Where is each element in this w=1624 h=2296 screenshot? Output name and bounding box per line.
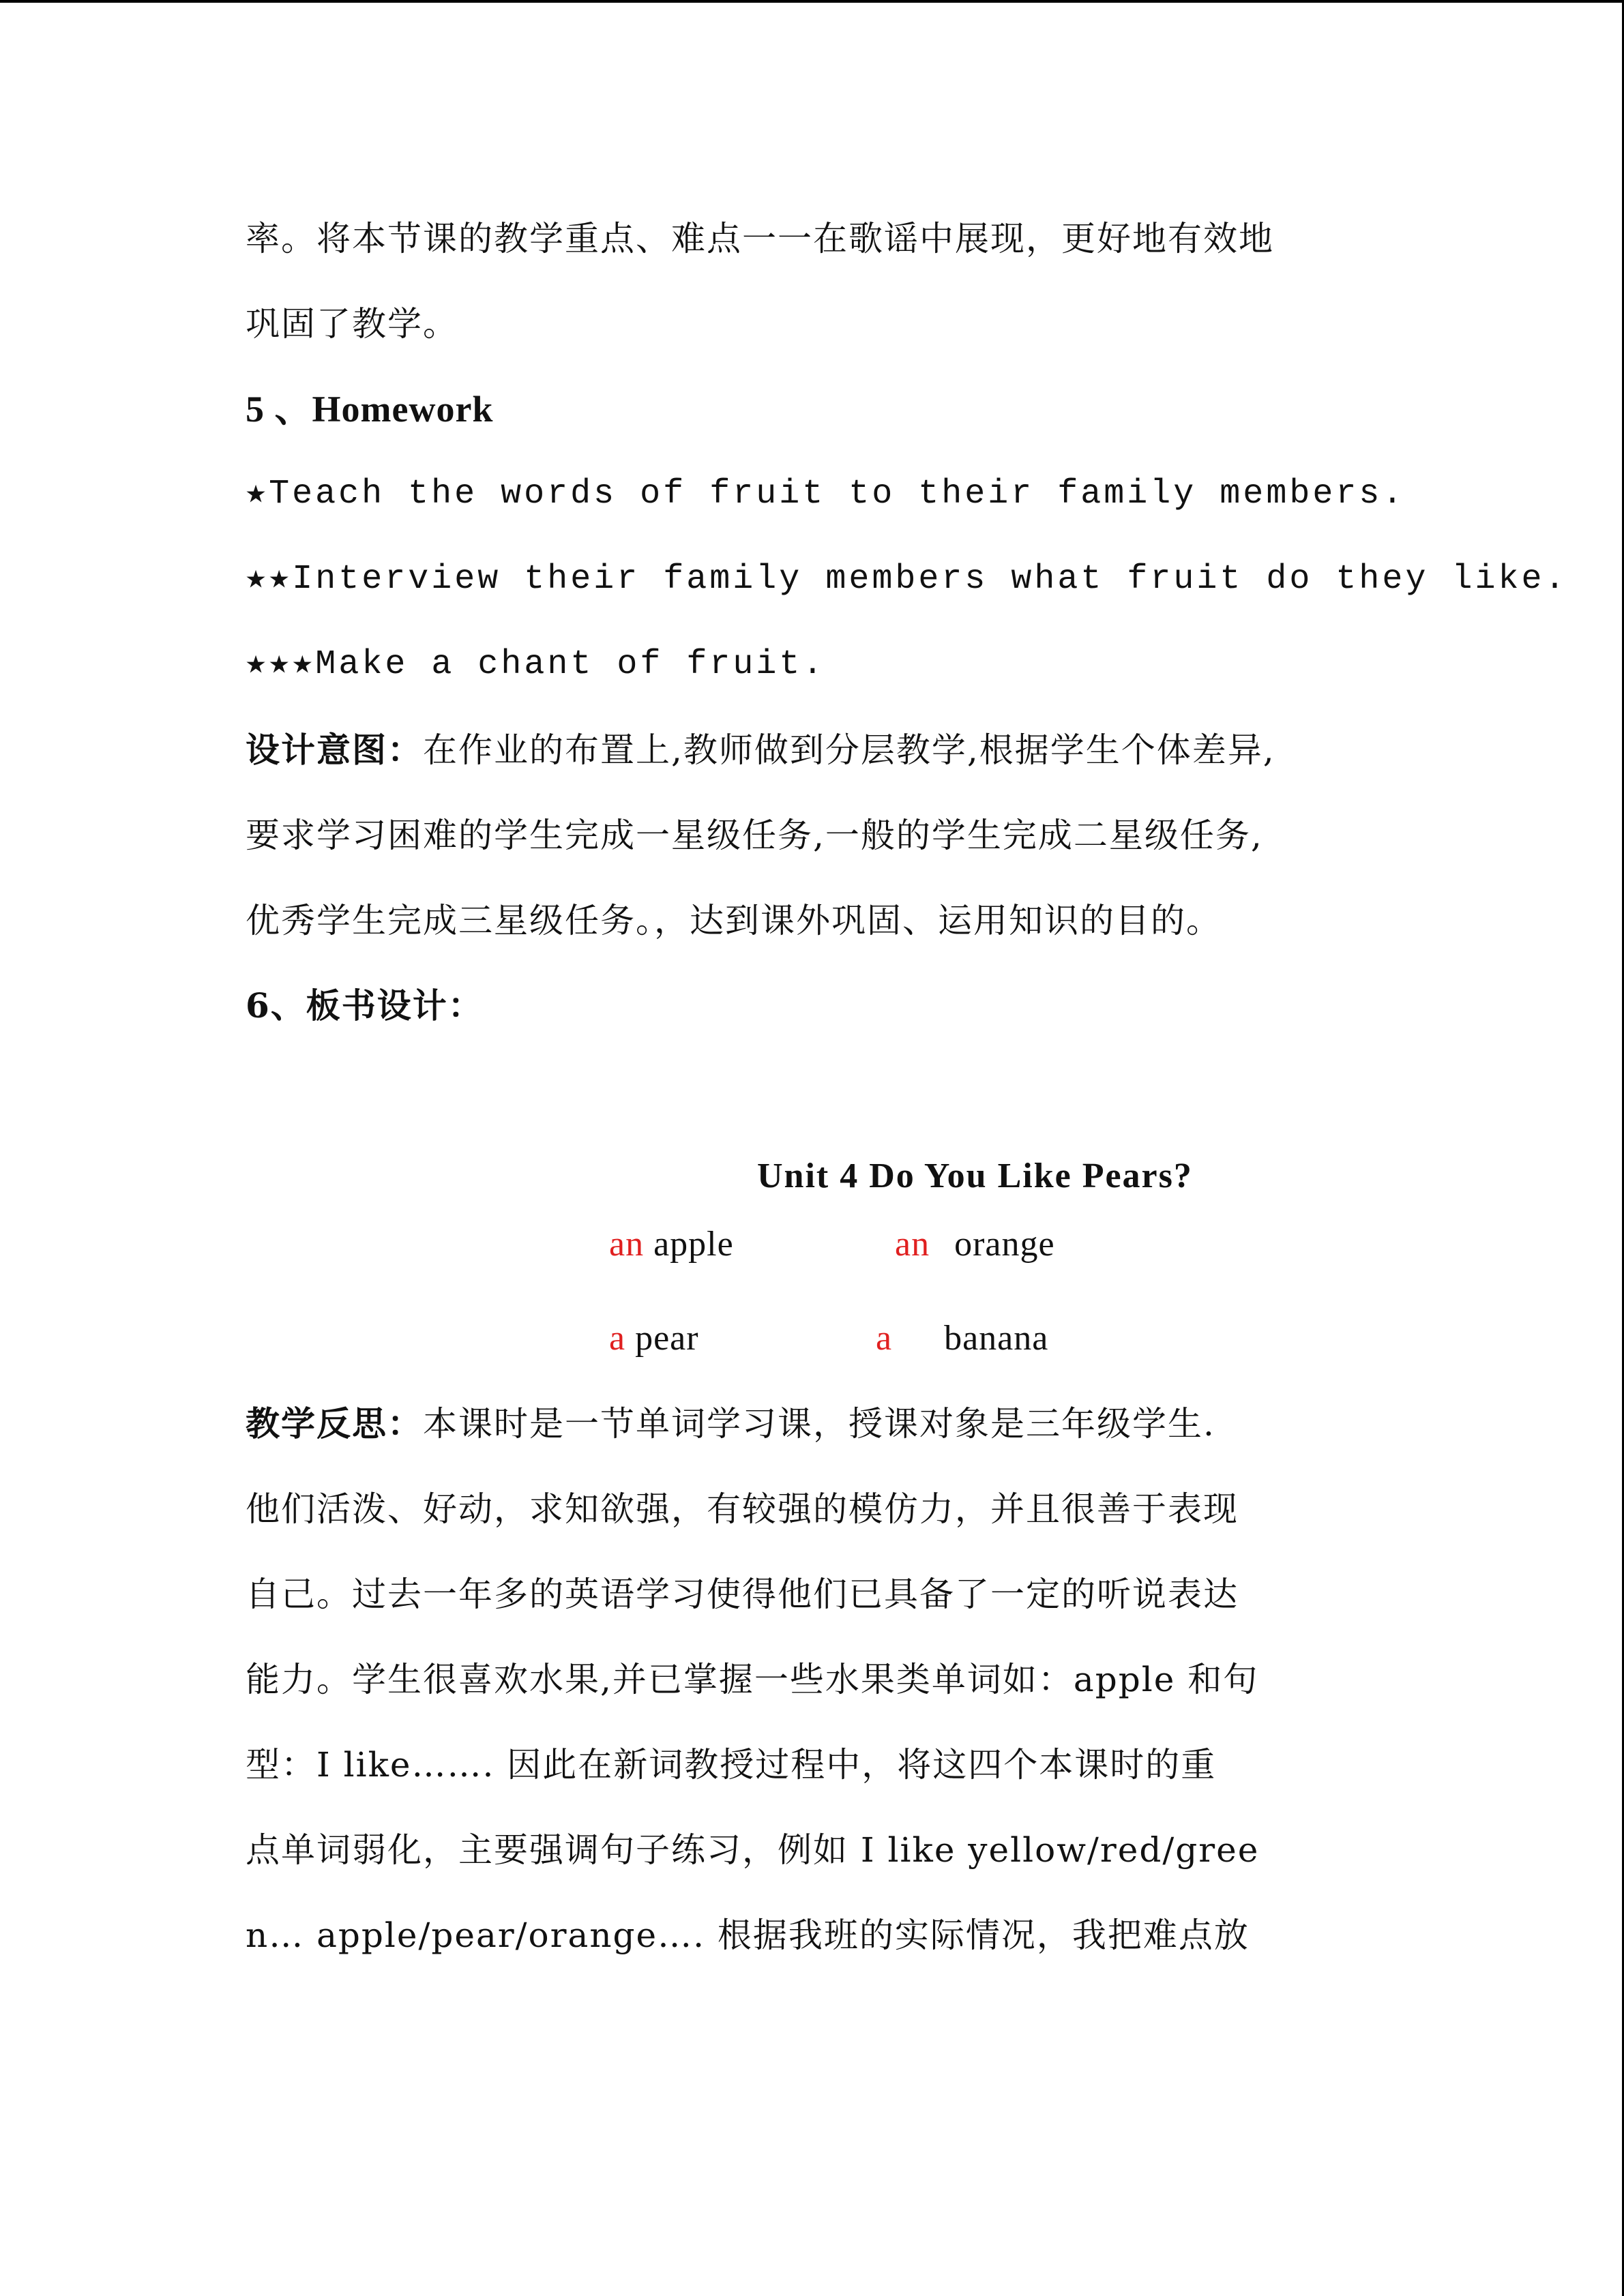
reflection-line-6: 点单词弱化，主要强调句子练习，例如 I like yellow/red/gree bbox=[246, 1830, 1260, 1870]
reflection-line-3: 自己。过去一年多的英语学习使得他们已具备了一定的听说表达 bbox=[246, 1575, 1239, 1614]
board-item-banana bbox=[876, 1318, 1048, 1359]
board-word: apple bbox=[653, 1225, 734, 1264]
board-article: a bbox=[609, 1319, 626, 1358]
homework-heading: 5 、Homework bbox=[246, 389, 494, 430]
board-word: banana bbox=[944, 1319, 1049, 1358]
reflection-line-7: n… apple/pear/orange…. 根据我班的实际情况，我把难点放 bbox=[246, 1915, 1250, 1955]
homework-task-3: ★★★Make a chant of fruit. bbox=[246, 645, 826, 684]
design-intent-text: 在作业的布置上,教师做到分层教学,根据学生个体差异, bbox=[423, 730, 1275, 770]
reflection-line-5: 型：I like……. 因此在新词教授过程中，将这四个本课时的重 bbox=[246, 1745, 1217, 1785]
page-top-border bbox=[0, 0, 1624, 3]
board-title: Unit 4 Do You Like Pears? bbox=[757, 1157, 1193, 1195]
design-intent-line-3: 优秀学生完成三星级任务。，达到课外巩固、运用知识的目的。 bbox=[246, 901, 1222, 940]
board-word: orange bbox=[954, 1225, 1055, 1264]
design-intent-line-1 bbox=[246, 730, 1275, 771]
reflection-label: 教学反思： bbox=[246, 1403, 423, 1444]
design-intent-line-2: 要求学习困难的学生完成一星级任务,一般的学生完成二星级任务, bbox=[246, 816, 1263, 855]
board-article: a bbox=[876, 1319, 893, 1358]
reflection-line-4: 能力。学生很喜欢水果,并已掌握一些水果类单词如：apple 和句 bbox=[246, 1660, 1259, 1699]
paragraph-line: 巩固了教学。 bbox=[246, 304, 458, 344]
paragraph-line: 率。将本节课的教学重点、难点一一在歌谣中展现，更好地有效地 bbox=[246, 219, 1274, 258]
board-item-orange bbox=[895, 1224, 1055, 1265]
board-design-heading: 6、板书设计： bbox=[246, 985, 484, 1026]
design-intent-label: 设计意图： bbox=[246, 730, 423, 770]
reflection-line-1 bbox=[246, 1403, 1215, 1444]
board-article: an bbox=[895, 1225, 930, 1264]
board-item-apple bbox=[609, 1224, 734, 1265]
homework-task-2: ★★Interview their family members what fruit do they like. bbox=[246, 560, 1568, 599]
board-article: an bbox=[609, 1225, 645, 1264]
reflection-text: 本课时是一节单词学习课，授课对象是三年级学生. bbox=[423, 1404, 1215, 1444]
reflection-line-2: 他们活泼、好动，求知欲强，有较强的模仿力，并且很善于表现 bbox=[246, 1489, 1239, 1529]
homework-task-1: ★Teach the words of fruit to their family members. bbox=[246, 475, 1406, 513]
board-item-pear bbox=[609, 1318, 699, 1359]
board-word: pear bbox=[635, 1319, 699, 1358]
